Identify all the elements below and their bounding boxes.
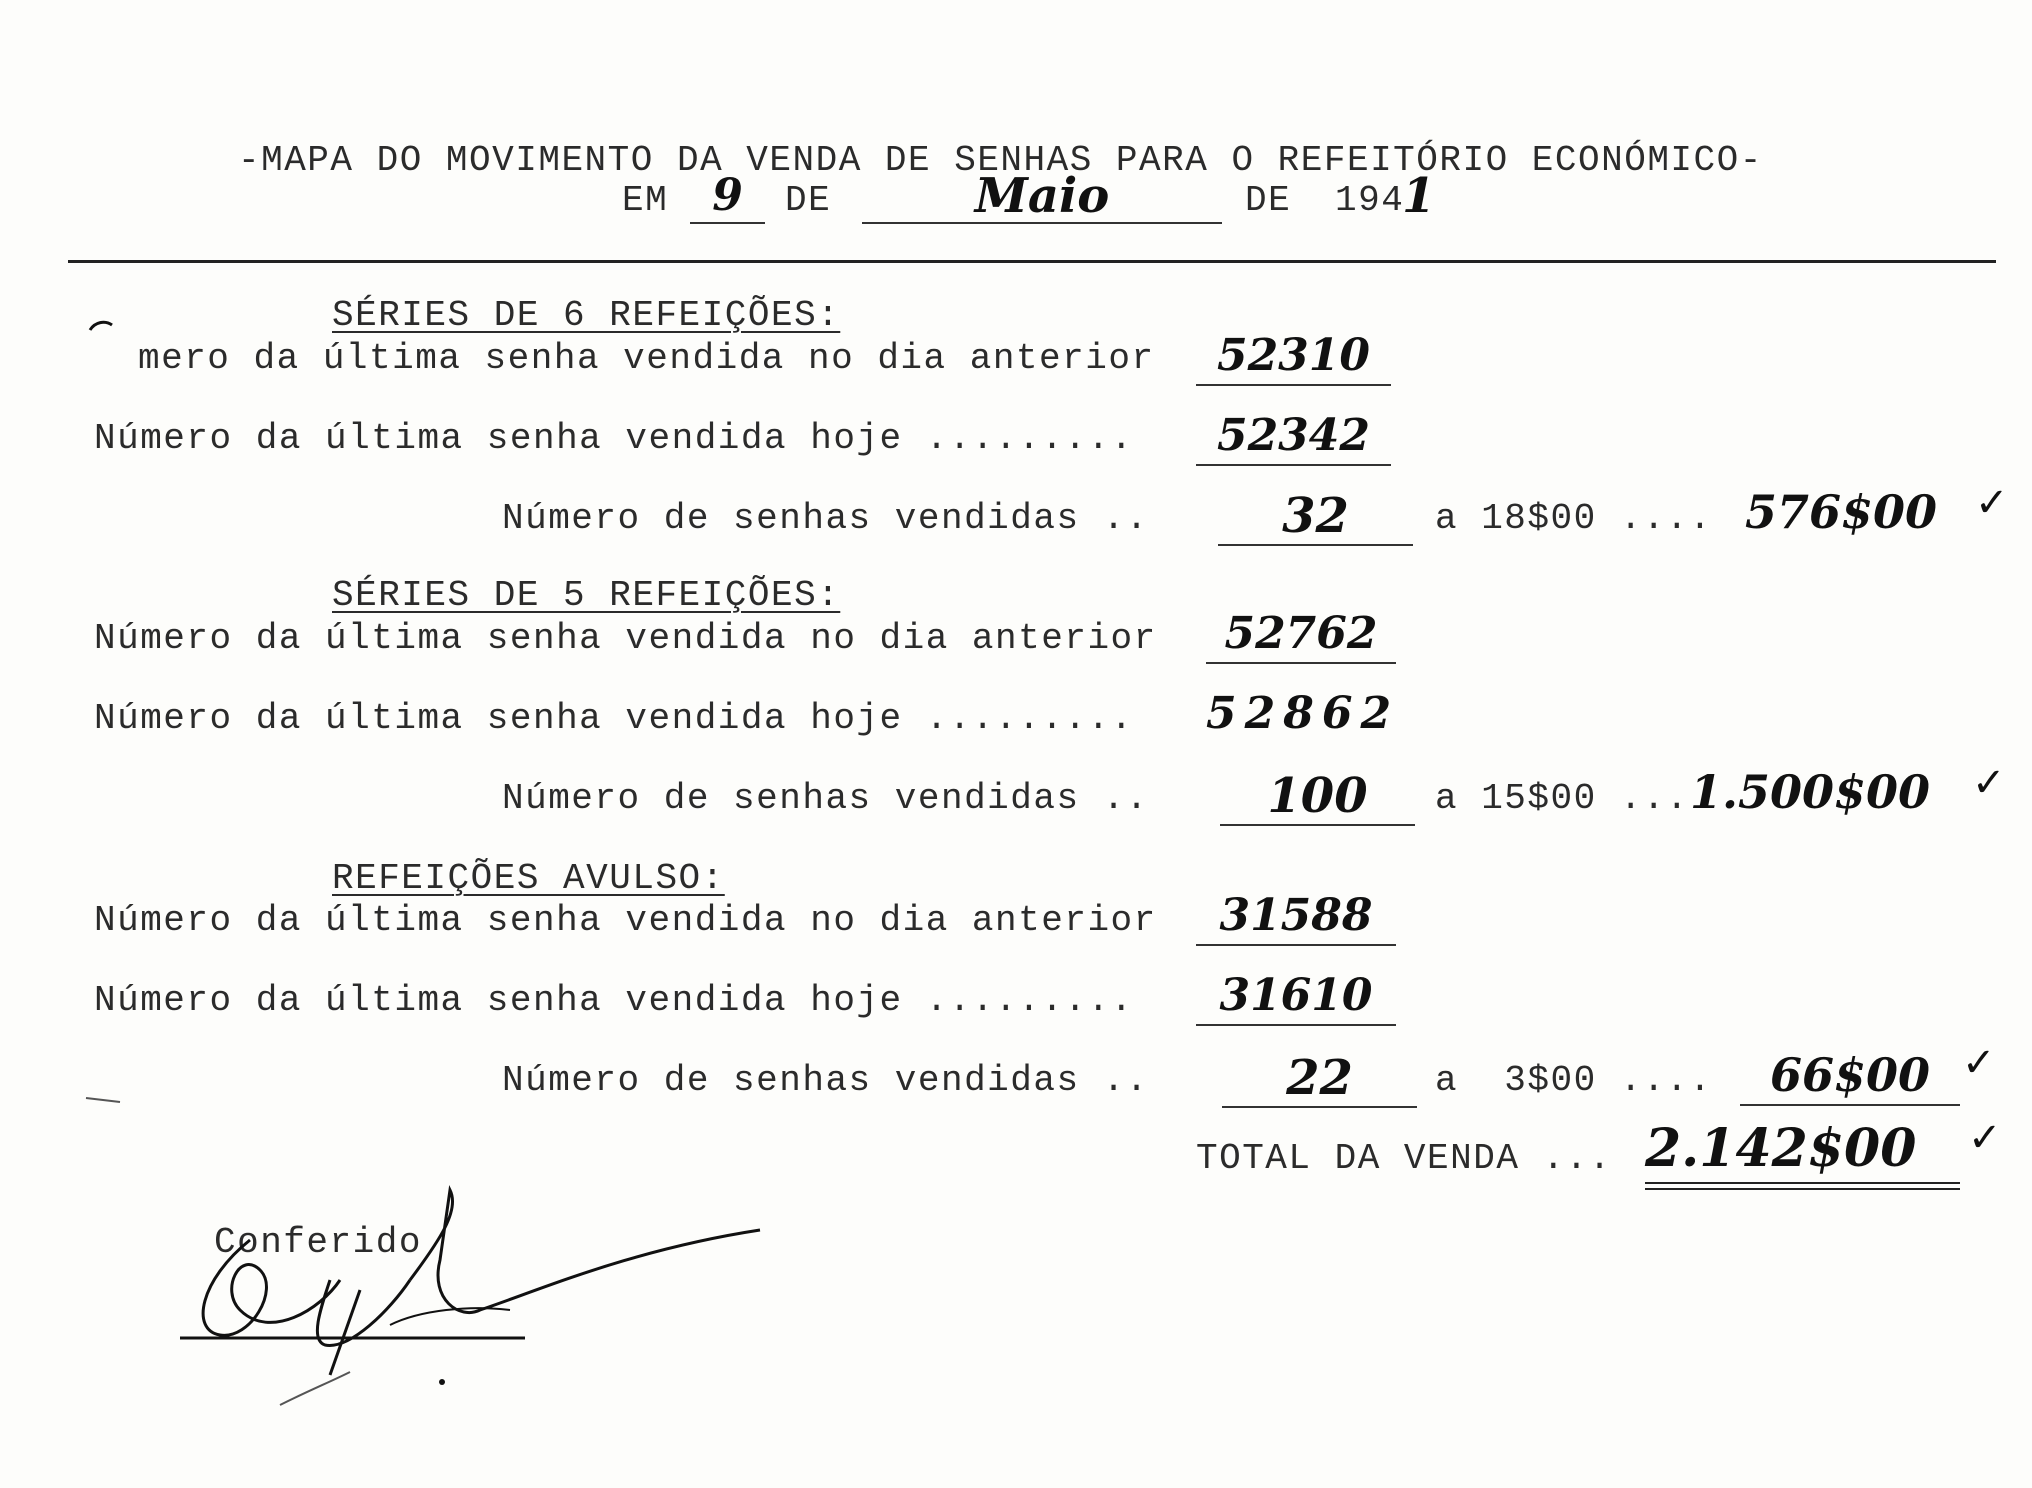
- date-year-digit: 1: [1402, 168, 1436, 224]
- section2-amount: 1.500$00: [1690, 765, 1931, 819]
- section-title-5: SÉRIES DE 5 REFEIÇÕES:: [332, 575, 841, 616]
- section1-prev-value: 52310: [1196, 330, 1391, 386]
- section3-check-icon: ✓: [1962, 1040, 1996, 1086]
- date-de-label-1: DE: [785, 180, 832, 221]
- conferido-label: Conferido: [214, 1222, 422, 1263]
- section2-check-icon: ✓: [1972, 760, 2006, 806]
- section2-count-value: 100: [1220, 768, 1415, 826]
- section3-prev-value: 31588: [1196, 890, 1396, 946]
- date-day: 9: [690, 170, 765, 224]
- section2-prev-label: Número da última senha vendida no dia anterior: [94, 618, 1157, 659]
- section2-today-label: Número da última senha vendida hoje .........: [94, 698, 1134, 739]
- section3-rate: a 3$00 ....: [1435, 1060, 1713, 1101]
- section3-prev-label: Número da última senha vendida no dia anterior: [94, 900, 1157, 941]
- document-title: -MAPA DO MOVIMENTO DA VENDA DE SENHAS PARA O REFEITÓRIO ECONÓMICO-: [238, 140, 1763, 181]
- section3-amount: 66$00: [1740, 1048, 1960, 1106]
- date-year-prefix: 194: [1335, 180, 1405, 221]
- total-check-icon: ✓: [1968, 1115, 2002, 1161]
- total-value: 2.142$00: [1645, 1118, 1917, 1179]
- date-em-label: EM: [622, 180, 669, 221]
- section3-today-label: Número da última senha vendida hoje .........: [94, 980, 1134, 1021]
- section2-prev-value: 52762: [1206, 608, 1396, 664]
- section2-count-label: Número de senhas vendidas ..: [502, 778, 1149, 819]
- section-title-avulso: REFEIÇÕES AVULSO:: [332, 858, 725, 899]
- section1-amount: 576$00: [1745, 485, 1938, 539]
- section1-today-label: Número da última senha vendida hoje .........: [94, 418, 1134, 459]
- section3-count-label: Número de senhas vendidas ..: [502, 1060, 1149, 1101]
- date-de-label-2: DE: [1245, 180, 1292, 221]
- date-month: Maio: [862, 168, 1222, 224]
- section1-prev-label: mero da última senha vendida no dia anterior: [138, 338, 1155, 379]
- section-title-6: SÉRIES DE 6 REFEIÇÕES:: [332, 295, 841, 336]
- section1-today-value: 52342: [1196, 410, 1391, 466]
- section1-count-value: 32: [1218, 488, 1413, 546]
- section1-check-icon: ✓: [1975, 480, 2009, 526]
- section1-rate: a 18$00 ....: [1435, 498, 1713, 539]
- section2-today-value: 52862: [1206, 688, 1400, 739]
- total-label: TOTAL DA VENDA ...: [1196, 1138, 1612, 1179]
- section3-today-value: 31610: [1196, 970, 1396, 1026]
- section2-rate: a 15$00 ...: [1435, 778, 1690, 819]
- section1-count-label: Número de senhas vendidas ..: [502, 498, 1149, 539]
- section3-count-value: 22: [1222, 1050, 1417, 1108]
